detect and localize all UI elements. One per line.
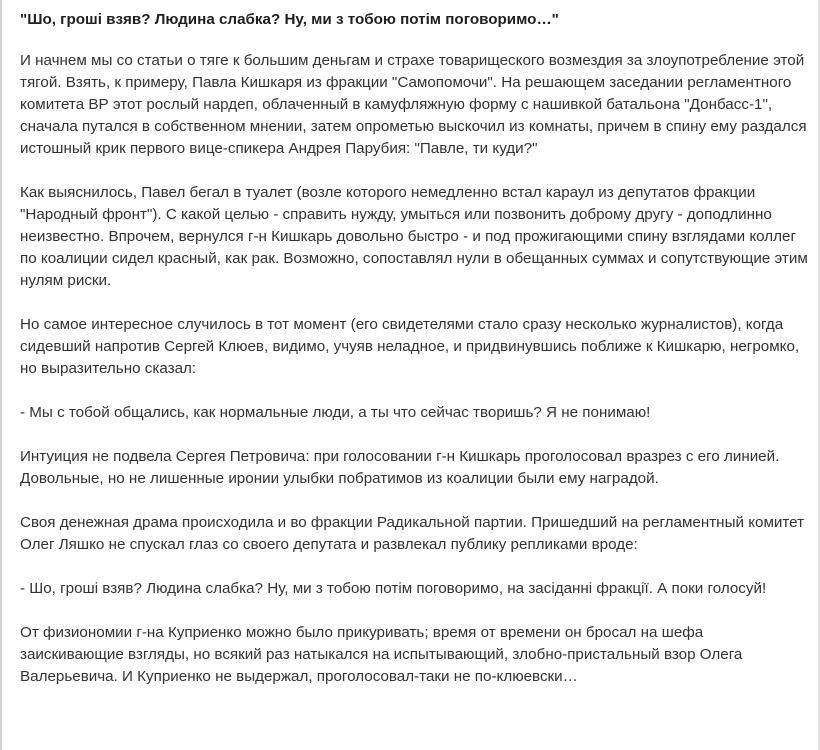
article-paragraph: От физиономии г-на Куприенко можно было прикуривать; время от времени он бросал на шефа заискивающие взгляды, но всякий раз натыкался на испытывающий, злобно-пристальный взор Олега Валерьевича. И Куприенко не выдержал, проголосовал-таки не по-клюевски… [20, 624, 743, 685]
article-paragraph: И начнем мы со статьи о тяге к большим деньгам и страхе товарищеского возмездия за злоупотребление этой тягой. Взять, к примеру, Павла Кишкаря из фракции "Самопомочи". На решающем заседании регламентного комитета ВР этот рослый нардеп, облаченный в камуфляжную форму с нашивкой батальона "Донбасс-1", сначала путался в собственном мнении, затем опрометью выскочил из комнаты, причем в спину ему раздался истошный крик первого вице-спикера Андрея Парубия: "Павле, ти куди?" [20, 52, 807, 157]
article-heading: "Шо, гроші взяв? Людина слабка? Ну, ми з тобою потім поговоримо…" [20, 11, 559, 28]
article-paragraph: Но самое интересное случилось в тот момент (его свидетелями стало сразу несколько журналистов), когда сидевший напротив Сергей Клюев, видимо, учуяв неладное, и придвинувшись поближе к Кишкарю, негромко, но выразительно сказал: [20, 316, 800, 377]
article-quote-paragraph: - Шо, гроші взяв? Людина слабка? Ну, ми з тобою потім поговоримо, на засіданні фракції. А поки голосуй! [20, 580, 767, 597]
article-paragraph: Своя денежная драма происходила и во фракции Радикальной партии. Пришедший на регламентный комитет Олег Ляшко не спускал глаз со своего депутата и развлекал публику репликами вроде: [20, 514, 805, 553]
article-paragraph: Как выяснилось, Павел бегал в туалет (возле которого немедленно встал караул из депутатов фракции "Народный фронт"). С какой целью - справить нужду, умыться или позвонить доброму другу - доподлинно неизвестно. Впрочем, вернулся г-н Кишкарь довольно быстро - и под прожигающими спину взглядами коллег по коалиции сидел красный, как рак. Возможно, сопоставлял нули в обещанных суммах и сопутствующие этим нулям риски. [20, 184, 808, 289]
article-quote-paragraph: - Мы с тобой общались, как нормальные люди, а ты что сейчас творишь? Я не понимаю! [20, 404, 651, 421]
article-paragraph: Интуиция не подвела Сергея Петровича: при голосовании г-н Кишкарь проголосовал вразрез с его линией. Довольные, но не лишенные иронии улыбки побратимов из коалиции были ему наградой. [20, 448, 780, 487]
